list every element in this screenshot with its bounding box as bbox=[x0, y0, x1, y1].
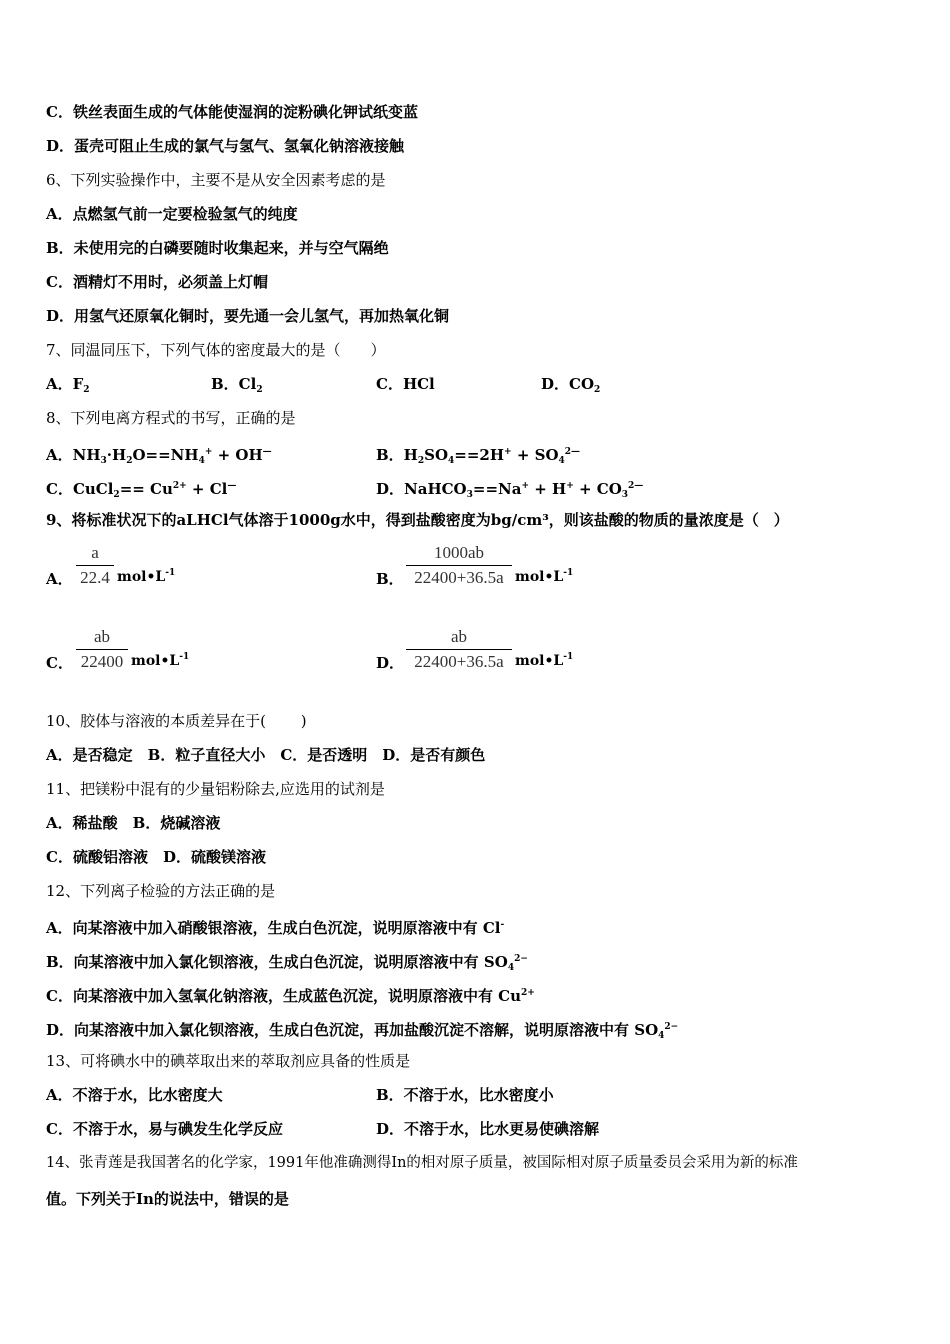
question-10: 10、胶体与溶液的本质差异在于( ) bbox=[46, 712, 307, 730]
q9-option-d-fraction: ab 22400+36.5a bbox=[406, 627, 512, 672]
q12-option-b: B．向某溶液中加入氯化钡溶液，生成白色沉淀，说明原溶液中有 $SO_4^{2-}$ bbox=[46, 953, 528, 973]
q5-option-c: C．铁丝表面生成的气体能使湿润的淀粉碘化钾试纸变蓝 bbox=[46, 103, 418, 121]
question-14-line1: 14、张青莲是我国著名的化学家，1991年他准确测得In的相对原子质量，被国际相对原子质量委员会采用为新的标准 bbox=[46, 1155, 798, 1171]
q9-option-c-unit: $mol•L^{-1}$ bbox=[131, 652, 190, 669]
q8-option-a: A．$NH_3\cdot H_2O==NH_4^+ + OH^—$ bbox=[46, 446, 272, 466]
q13-option-b: B．不溶于水，比水密度小 bbox=[376, 1086, 554, 1104]
q13-option-a: A．不溶于水，比水密度大 bbox=[46, 1086, 223, 1104]
question-12: 12、下列离子检验的方法正确的是 bbox=[46, 882, 276, 900]
q9-option-d-unit: $mol•L^{-1}$ bbox=[515, 652, 574, 669]
q12-option-a: A．向某溶液中加入硝酸银溶液，生成白色沉淀，说明原溶液中有 Cl- bbox=[46, 919, 505, 937]
q13-option-d: D．不溶于水，比水更易使碘溶解 bbox=[376, 1120, 600, 1138]
q9-option-a-unit: $mol•L^{-1}$ bbox=[117, 568, 176, 585]
q7-option-d: D．$CO_2$ bbox=[541, 375, 601, 395]
q12-option-d: D．向某溶液中加入氯化钡溶液，生成白色沉淀，再加盐酸沉淀不溶解，说明原溶液中有 $SO_4^{2-}$ bbox=[46, 1021, 679, 1041]
question-8: 8、下列电离方程式的书写，正确的是 bbox=[46, 409, 296, 427]
question-9: 9、将标准状况下的aLHCl气体溶于1000g水中，得到盐酸密度为bg/cm³，则该盐酸的物质的量浓度是（ ） bbox=[46, 511, 789, 529]
q9-option-b-label: B． bbox=[376, 570, 404, 588]
question-14-line2: 值。下列关于In的说法中，错误的是 bbox=[46, 1190, 289, 1208]
q8-option-d: D．NaHCO$_3$==Na+ + $H^+ + CO_3^{2—}$ bbox=[376, 480, 644, 500]
q7-option-b: B．$Cl_2$ bbox=[211, 375, 263, 395]
q6-option-c: C．酒精灯不用时，必须盖上灯帽 bbox=[46, 273, 268, 291]
q9-option-c-label: C． bbox=[46, 654, 73, 672]
q9-option-b-unit: $mol•L^{-1}$ bbox=[515, 568, 574, 585]
question-7: 7、同温同压下，下列气体的密度最大的是（ ） bbox=[46, 341, 386, 359]
q6-option-d: D．用氢气还原氧化铜时，要先通一会儿氢气，再加热氧化铜 bbox=[46, 307, 450, 325]
q9-option-b-fraction: 1000ab 22400+36.5a bbox=[406, 543, 512, 588]
q9-option-a-fraction: a 22.4 bbox=[76, 543, 114, 588]
q9-option-d-label: D． bbox=[376, 654, 405, 672]
question-13: 13、可将碘水中的碘萃取出来的萃取剂应具备的性质是 bbox=[46, 1052, 411, 1070]
q7-option-c: C．HCl bbox=[376, 375, 435, 393]
question-6: 6、下列实验操作中，主要不是从安全因素考虑的是 bbox=[46, 171, 386, 189]
q7-option-a: A．$F_2$ bbox=[46, 375, 90, 395]
q5-option-d: D．蛋壳可阻止生成的氯气与氢气、氢氧化钠溶液接触 bbox=[46, 137, 405, 155]
q10-options: A．是否稳定 B．粒子直径大小 C．是否透明 D．是否有颜色 bbox=[46, 746, 486, 764]
q6-option-a: A．点燃氢气前一定要检验氢气的纯度 bbox=[46, 205, 298, 223]
q11-options-cd: C．硫酸铝溶液 D．硫酸镁溶液 bbox=[46, 848, 266, 866]
q8-option-c: C．CuCl$_2$== $Cu^{2+} + Cl^—$ bbox=[46, 480, 237, 500]
q13-option-c: C．不溶于水，易与碘发生化学反应 bbox=[46, 1120, 283, 1138]
q6-option-b: B．未使用完的白磷要随时收集起来，并与空气隔绝 bbox=[46, 239, 389, 257]
q8-option-b: B．$H_2SO_4==2H^+ + SO_4^{2—}$ bbox=[376, 446, 581, 466]
q12-option-c: C．向某溶液中加入氢氧化钠溶液，生成蓝色沉淀，说明原溶液中有 $Cu^{2+}$ bbox=[46, 987, 535, 1005]
q11-options-ab: A．稀盐酸 B．烧碱溶液 bbox=[46, 814, 221, 832]
q9-option-a-label: A． bbox=[46, 570, 73, 588]
q9-option-c-fraction: ab 22400 bbox=[76, 627, 128, 672]
question-11: 11、把镁粉中混有的少量铝粉除去,应选用的试剂是 bbox=[46, 780, 385, 798]
